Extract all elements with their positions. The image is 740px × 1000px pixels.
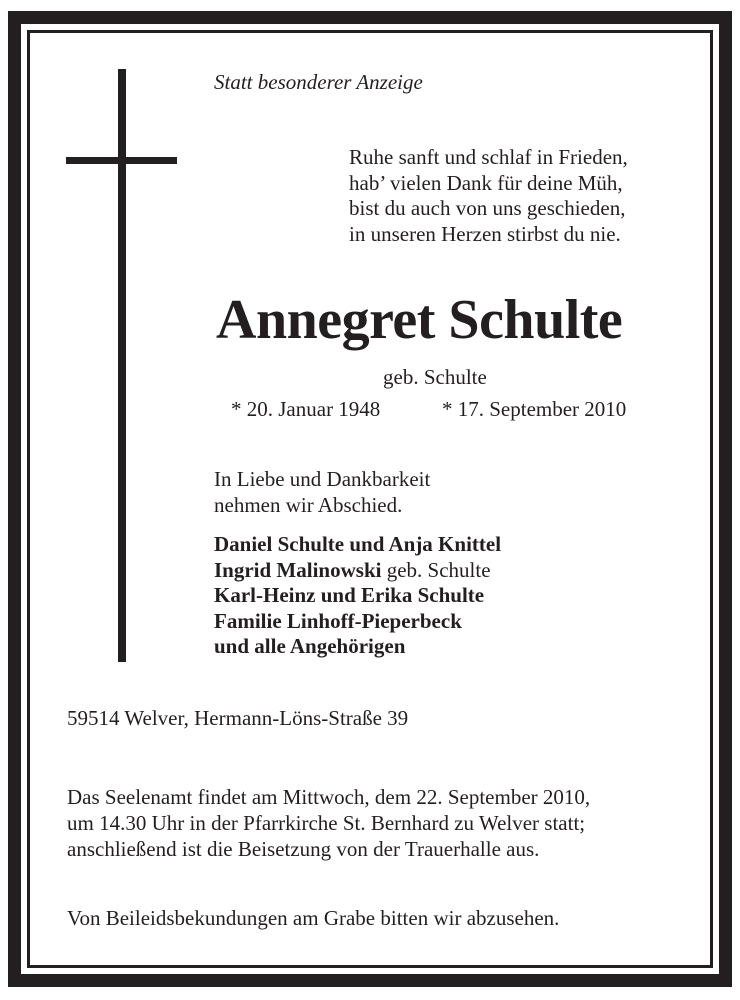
maiden-name: geb. Schulte	[383, 365, 487, 389]
birth-date: * 20. Januar 1948	[231, 397, 381, 421]
poem-line: bist du auch von uns geschieden,	[349, 196, 626, 220]
service-line: anschließend ist die Beisetzung von der Trauerhalle aus.	[67, 837, 540, 861]
family-address: 59514 Welver, Hermann-Löns-Straße 39	[67, 706, 409, 730]
memorial-poem	[349, 145, 628, 247]
mourner-name: und alle Angehörigen	[214, 634, 406, 658]
mourner-note: geb. Schulte	[381, 557, 491, 582]
service-line: Das Seelenamt findet am Mittwoch, dem 22. September 2010,	[67, 785, 591, 809]
mourner-entry	[214, 532, 501, 558]
poem-line: in unseren Herzen stirbst du nie.	[349, 221, 621, 246]
condolence-note: Von Beileidsbekundungen am Grabe bitten wir abzusehen.	[67, 906, 560, 930]
mourner-name: Daniel Schulte und Anja Knittel	[214, 532, 502, 556]
service-line: um 14.30 Uhr in der Pfarrkirche St. Bernhard zu Welver statt;	[67, 811, 586, 835]
mourner-entry	[214, 609, 501, 635]
mourner-entry	[214, 634, 501, 660]
poem-line: hab’ vielen Dank für deine Müh,	[349, 170, 623, 195]
farewell-line: In Liebe und Dankbarkeit	[214, 467, 431, 491]
mourner-entry	[214, 583, 501, 609]
mourner-name: Karl-Heinz und Erika Schulte	[214, 583, 485, 607]
deceased-name: Annegret Schulte	[216, 289, 623, 351]
mourners-list	[214, 532, 501, 660]
service-details	[67, 784, 590, 862]
farewell-line: nehmen wir Abschied.	[214, 492, 403, 517]
poem-line: Ruhe sanft und schlaf in Frieden,	[349, 145, 628, 169]
notice-heading: Statt besonderer Anzeige	[214, 70, 423, 94]
death-date: * 17. September 2010	[442, 397, 627, 421]
cross-horizontal-bar	[66, 157, 177, 164]
mourner-name: Ingrid Malinowski	[214, 557, 382, 582]
mourner-entry	[214, 558, 501, 584]
farewell-text	[214, 467, 430, 518]
mourner-name: Familie Linhoff-Pieperbeck	[214, 608, 462, 633]
